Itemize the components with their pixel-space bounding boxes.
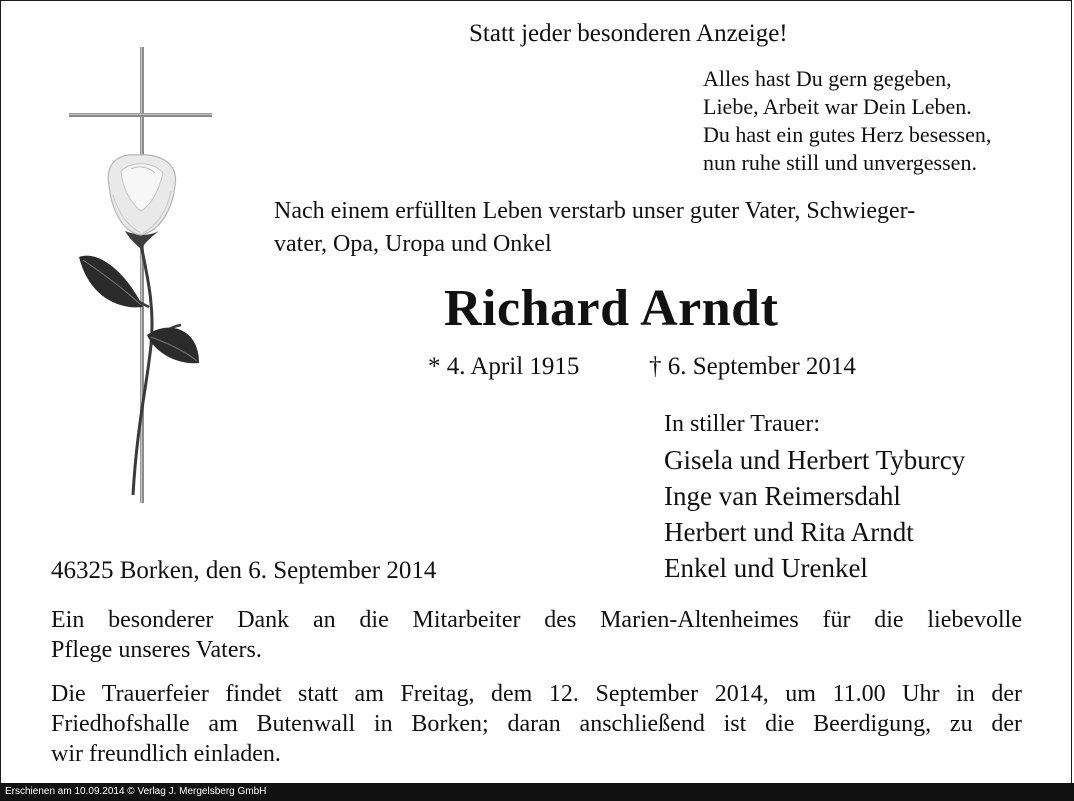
poem <box>703 65 991 177</box>
poem-line: Alles hast Du gern gegeben, <box>703 66 952 91</box>
mourners-list <box>664 442 965 586</box>
notice-heading: Statt jeder besonderen Anzeige! <box>469 20 788 47</box>
mourner: Herbert und Rita Arndt <box>664 517 914 547</box>
intro-line: vater, Opa, Uropa und Onkel <box>274 231 552 257</box>
poem-line: Liebe, Arbeit war Dein Leben. <box>703 94 972 119</box>
intro-text <box>274 195 915 261</box>
mourner: Inge van Reimersdahl <box>664 481 901 511</box>
thanks-line: Ein besonderer Dank an die Mitarbeiter des Marien-Altenheimes für die liebevolle <box>51 607 1022 633</box>
thanks-paragraph <box>51 605 1022 665</box>
deceased-name: Richard Arndt <box>444 280 779 337</box>
funeral-line: Die Trauerfeier findet statt am Freitag, dem 12. September 2014, um 11.00 Uhr in der <box>51 681 1022 707</box>
intro-line: Nach einem erfüllten Leben verstarb unser guter Vater, Schwieger- <box>274 198 916 224</box>
place-date: 46325 Borken, den 6. September 2014 <box>51 557 437 584</box>
birth-date: * 4. April 1915 <box>428 353 580 380</box>
publisher-footer: Erschienen am 10.09.2014 © Verlag J. Mergelsberg GmbH <box>0 783 1074 801</box>
funeral-paragraph <box>51 679 1022 769</box>
poem-line: Du hast ein gutes Herz besessen, <box>703 122 992 147</box>
cross-with-rose-icon <box>67 45 227 507</box>
thanks-line: Pflege unseres Vaters. <box>51 637 262 663</box>
death-date: † 6. September 2014 <box>649 353 856 380</box>
mourner: Gisela und Herbert Tyburcy <box>664 445 966 475</box>
poem-line: nun ruhe still und unvergessen. <box>703 150 977 175</box>
mourner: Enkel und Urenkel <box>664 553 868 583</box>
funeral-line: Friedhofshalle am Butenwall in Borken; daran anschließend ist die Beerdigung, zu der <box>51 711 1022 737</box>
funeral-line: wir freundlich einladen. <box>51 741 281 767</box>
mourning-label: In stiller Trauer: <box>664 411 820 437</box>
